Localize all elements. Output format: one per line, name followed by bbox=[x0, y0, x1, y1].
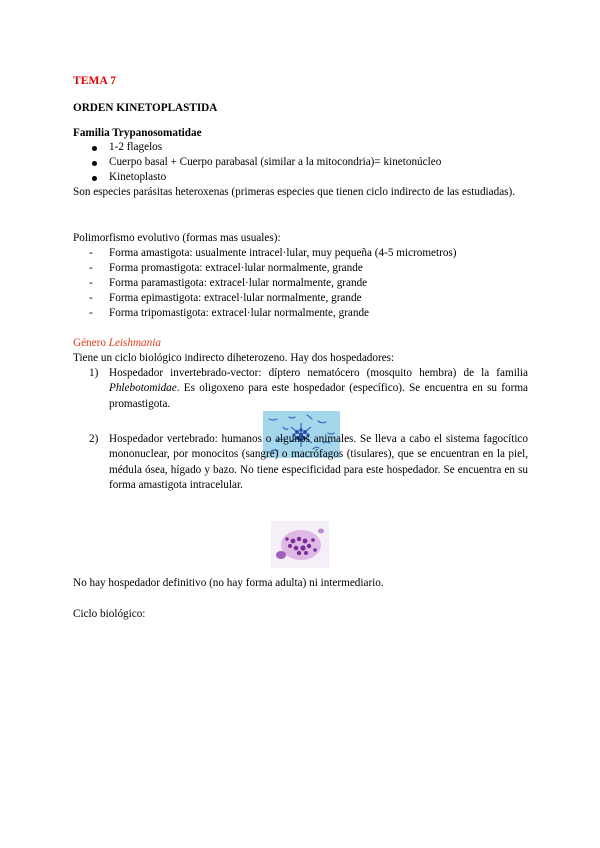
dash-bullet: - bbox=[89, 262, 93, 274]
bullet-dot-icon bbox=[92, 161, 97, 166]
polimorfismo-heading: Polimorfismo evolutivo (formas mas usuales): bbox=[73, 232, 281, 244]
dash-bullet: - bbox=[89, 247, 93, 259]
ciclo-intro: Tiene un ciclo biológico indirecto diheterozeno. Hay dos hospedadores: bbox=[73, 352, 395, 364]
species-paragraph: Son especies parásitas heteroxenas (primeras especies que tienen ciclo indirecto de las estudiadas). bbox=[73, 186, 516, 198]
list-item: 1-2 flagelos bbox=[109, 141, 163, 153]
host-text-part: Hospedador invertebrado-vector: díptero nematócero (mosquito hembra) de la familia bbox=[109, 367, 528, 379]
bullet-dot-icon bbox=[92, 176, 97, 181]
genero-label: Género bbox=[73, 337, 106, 349]
bullet-dot-icon bbox=[92, 146, 97, 151]
orden-heading: ORDEN KINETOPLASTIDA bbox=[73, 102, 218, 114]
family-name: Phlebotomidae bbox=[109, 382, 177, 395]
genero-heading bbox=[73, 336, 161, 351]
host-invertebrado-text bbox=[109, 366, 528, 412]
list-item: Kinetoplasto bbox=[109, 171, 167, 183]
list-item: Forma amastigota: usualmente intracel·lular, muy pequeña (4-5 micrometros) bbox=[109, 247, 457, 259]
definitivo-paragraph: No hay hospedador definitivo (no hay forma adulta) ni intermediario. bbox=[73, 577, 384, 589]
host-number: 2) bbox=[89, 433, 99, 445]
amastigota-micrograph bbox=[271, 521, 329, 568]
dash-bullet: - bbox=[89, 277, 93, 289]
host-number: 1) bbox=[89, 367, 99, 379]
list-item: Forma tripomastigota: extracel·lular normalmente, grande bbox=[109, 307, 370, 319]
familia-heading: Familia Trypanosomatidae bbox=[73, 127, 202, 139]
list-item: Forma promastigota: extracel·lular normalmente, grande bbox=[109, 262, 363, 274]
dash-bullet: - bbox=[89, 307, 93, 319]
list-item: Forma epimastigota: extracel·lular normalmente, grande bbox=[109, 292, 362, 304]
tema-title: TEMA 7 bbox=[73, 75, 117, 87]
dash-bullet: - bbox=[89, 292, 93, 304]
list-item: Forma paramastigota: extracel·lular normalmente, grande bbox=[109, 277, 368, 289]
ciclo-label: Ciclo biológico: bbox=[73, 608, 146, 620]
host-text-part: . Es oligoxeno para este hospedador (específico). Se encuentra en su forma promastigota. bbox=[109, 382, 528, 410]
genero-name: Leishmania bbox=[108, 337, 161, 349]
host-vertebrado-text: Hospedador vertebrado: humanos o algunos animales. Se lleva a cabo el sistema fagocítico mononuclear, por monocitos (sangre) o macrófagos (tisulares), que se encuentran en la piel, médula ósea, hígado y bazo. No tiene especificidad para este hospedador. Se encuentra en su forma amastigota intracelular. bbox=[109, 433, 528, 491]
list-item: Cuerpo basal + Cuerpo parabasal (similar a la mitocondria)= kinetonúcleo bbox=[109, 156, 442, 168]
